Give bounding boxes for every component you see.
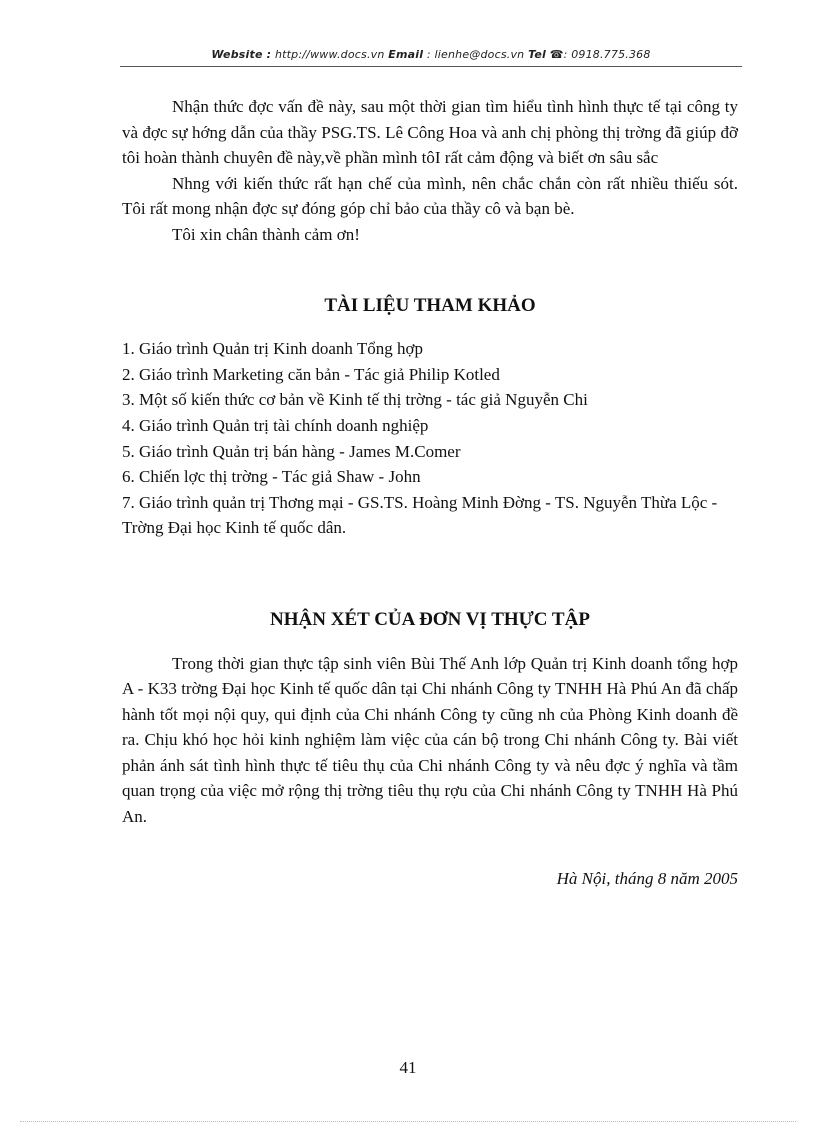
references-list — [122, 336, 738, 541]
signoff-date: Hà Nội, tháng 8 năm 2005 — [556, 868, 738, 888]
website-link[interactable]: http://www.docs.vn — [274, 48, 385, 61]
email-label: Email — [388, 48, 424, 61]
website-label: Website : — [211, 48, 272, 61]
tel-value: : 0918.775.368 — [563, 48, 651, 61]
references-title: TÀI LIỆU THAM KHẢO — [324, 294, 536, 316]
reference-item: 2. Giáo trình Marketing căn bản - Tác giả Philip Kotled — [122, 364, 500, 384]
reference-item: 6. Chiến lợc thị trờng - Tác giả Shaw - John — [122, 467, 421, 487]
header-divider — [120, 66, 742, 67]
page-number: 41 — [399, 1058, 417, 1077]
tel-label: Tel — [528, 48, 546, 61]
reference-item: 5. Giáo trình Quản trị bán hàng - James M.Comer — [122, 441, 461, 461]
phone-icon: ☎ — [549, 48, 564, 61]
page-header — [120, 48, 742, 61]
reference-item: 1. Giáo trình Quản trị Kinh doanh Tổng hợp — [122, 339, 423, 359]
email-link[interactable]: : lienhe@docs.vn — [426, 48, 525, 61]
review-title: NHẬN XÉT CỦA ĐƠN VỊ THỰC TẬP — [270, 608, 590, 630]
reference-item: 4. Giáo trình Quản trị tài chính doanh nghiệp — [122, 415, 429, 435]
intro-paragraph: Nhận thức đợc vấn đề này, sau một thời gian tìm hiểu tình hình thực tế tại công ty và đợc sự hớng dẫn của thầy PSG.TS. Lê Công Hoa và anh chị phòng thị trờng đã giúp đỡ tôi hoàn thành chuyên đề này,về phần mình tôI rất cảm động và biết ơn sâu sắc — [122, 97, 738, 168]
reference-item: 3. Một số kiến thức cơ bản về Kinh tế thị trờng - tác giả Nguyễn Chi — [122, 390, 588, 410]
reference-item: 7. Giáo trình quản trị Thơng mại - GS.TS. Hoàng Minh Đờng - TS. Nguyễn Thừa Lộc - Trờng Đại học Kinh tế quốc dân. — [122, 492, 718, 538]
thanks-line: Tôi xin chân thành cảm ơn! — [172, 224, 360, 244]
intro-paragraph: Nhng với kiến thức rất hạn chế của mình, nên chắc chắn còn rất nhiều thiếu sót. Tôi rất mong nhận đợc sự đóng góp chỉ bảo của thầy cô và bạn bè. — [122, 173, 738, 219]
page-content — [122, 94, 738, 908]
footer-divider — [20, 1121, 796, 1122]
review-paragraph: Trong thời gian thực tập sinh viên Bùi Thế Anh lớp Quản trị Kinh doanh tổng hợp A - K33 trờng Đại học Kinh tế quốc dân tại Chi nhánh Công ty TNHH Hà Phú An đã chấp hành tốt mọi nội quy, qui định của Chi nhánh Công ty cũng nh của Phòng Kinh doanh đề ra. Chịu khó học hỏi kinh nghiệm làm việc của cán bộ trong Chi nhánh Công ty. Bài viết phản ánh sát tình hình thực tế tiêu thụ của Chi nhánh Công ty và nêu đợc ý nghĩa và tầm quan trọng của việc mở rộng thị trờng tiêu thụ rợu của Chi nhánh Công ty TNHH Hà Phú An. — [122, 653, 738, 827]
